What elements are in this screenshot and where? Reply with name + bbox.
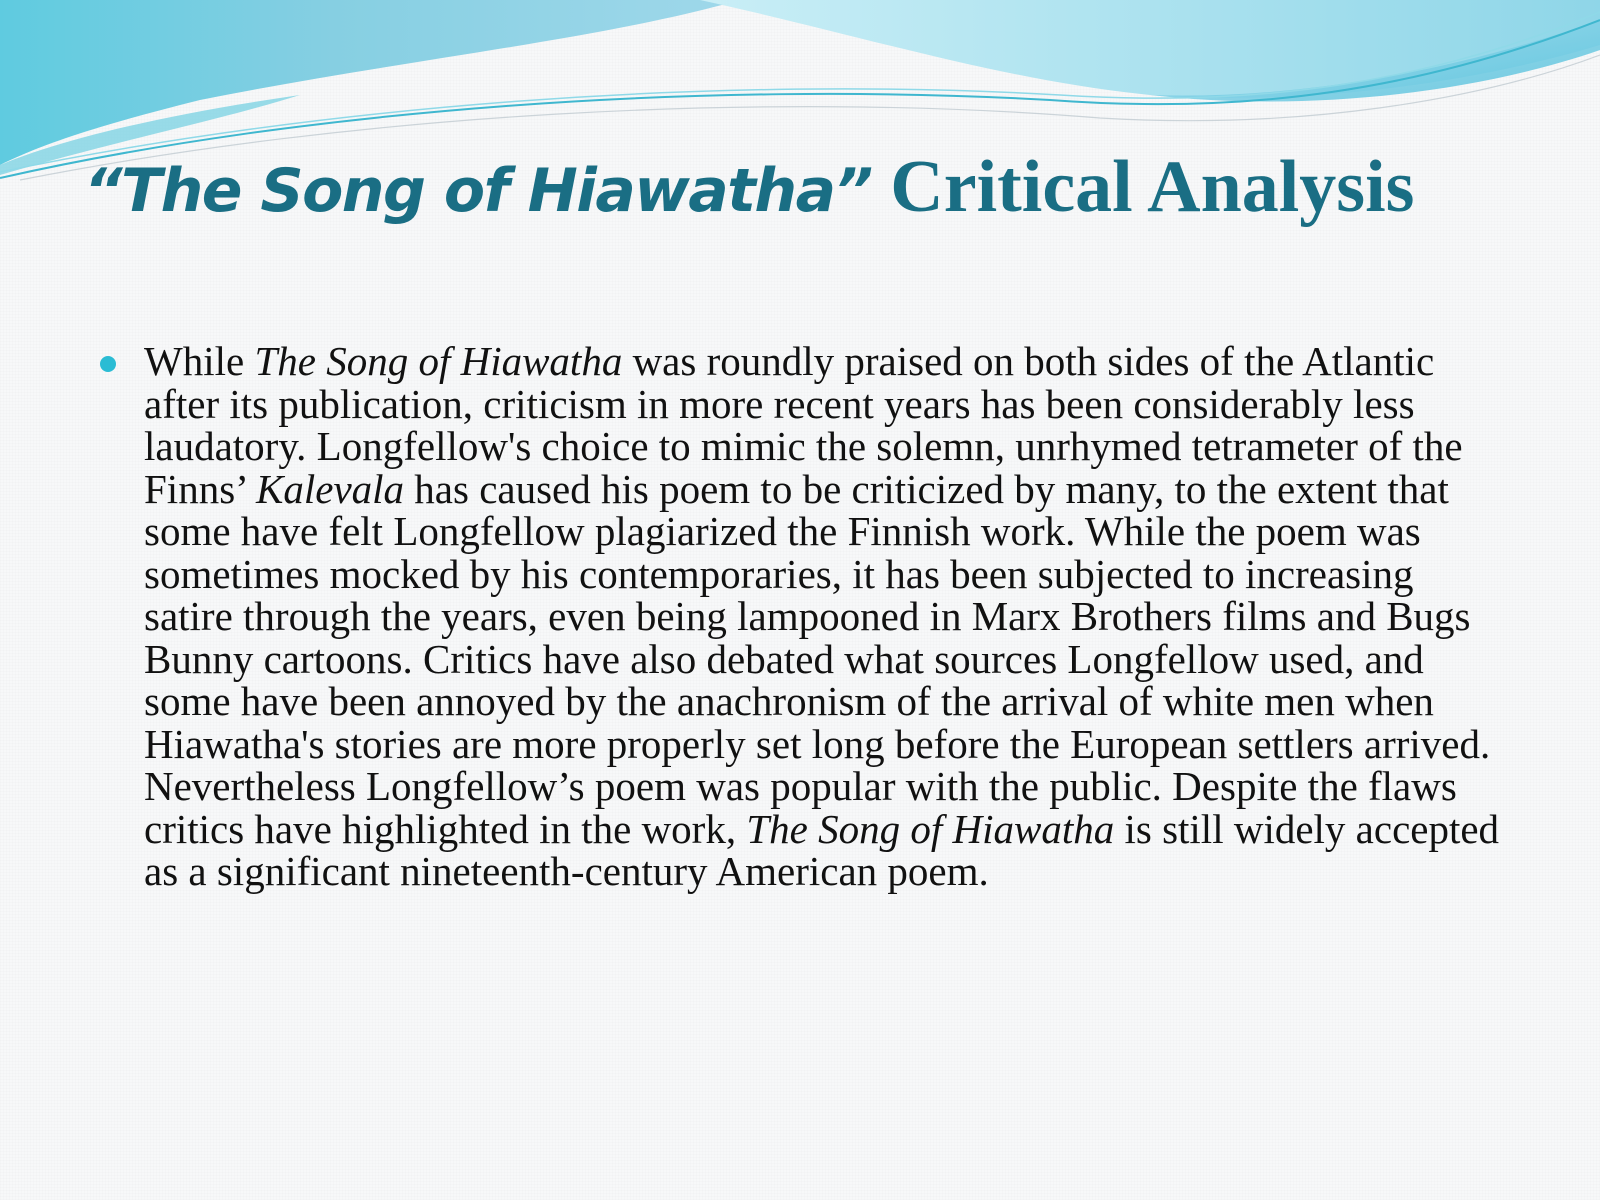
title-italic-part: “The Song of Hiawatha” bbox=[84, 156, 872, 226]
italic-kalevala-reference: Kalevala bbox=[256, 465, 405, 512]
title-rest-part: Critical Analysis bbox=[871, 146, 1415, 228]
slide-title bbox=[84, 146, 1415, 228]
bullet-list bbox=[100, 340, 1500, 893]
bullet-paragraph bbox=[144, 340, 1500, 893]
text-segment: While bbox=[144, 338, 255, 384]
italic-title-reference: The Song of Hiawatha bbox=[254, 338, 623, 384]
bullet-dot-icon bbox=[100, 356, 116, 372]
text-segment: is still widely accepted as a significant nineteenth-century American poem. bbox=[144, 805, 1500, 894]
text-segment: was roundly praised on both sides of the Atlantic after its publication, criticism in more recent years has been considerably less laudatory. Longfellow's choice to mimic the solemn, unrhymed tetrameter of the Finns’ bbox=[144, 338, 1463, 512]
text-segment: has caused his poem to be criticized by many, to the extent that some have felt Longfellow plagiarized the Finnish work. While the poem was sometimes mocked by his contemporaries, it has been subjected to increasing satire through the years, even being lampooned in Marx Brothers films and Bugs Bunny cartoons. Critics have also debated what sources Longfellow used, and some have been annoyed by the anachronism of the arrival of white men when Hiawatha's stories are more properly set long before the European settlers arrived. Nevertheless Longfellow’s poem was popular with the public. Despite the flaws critics have highlighted in the work, bbox=[144, 465, 1491, 852]
italic-title-reference: The Song of Hiawatha bbox=[746, 805, 1115, 852]
